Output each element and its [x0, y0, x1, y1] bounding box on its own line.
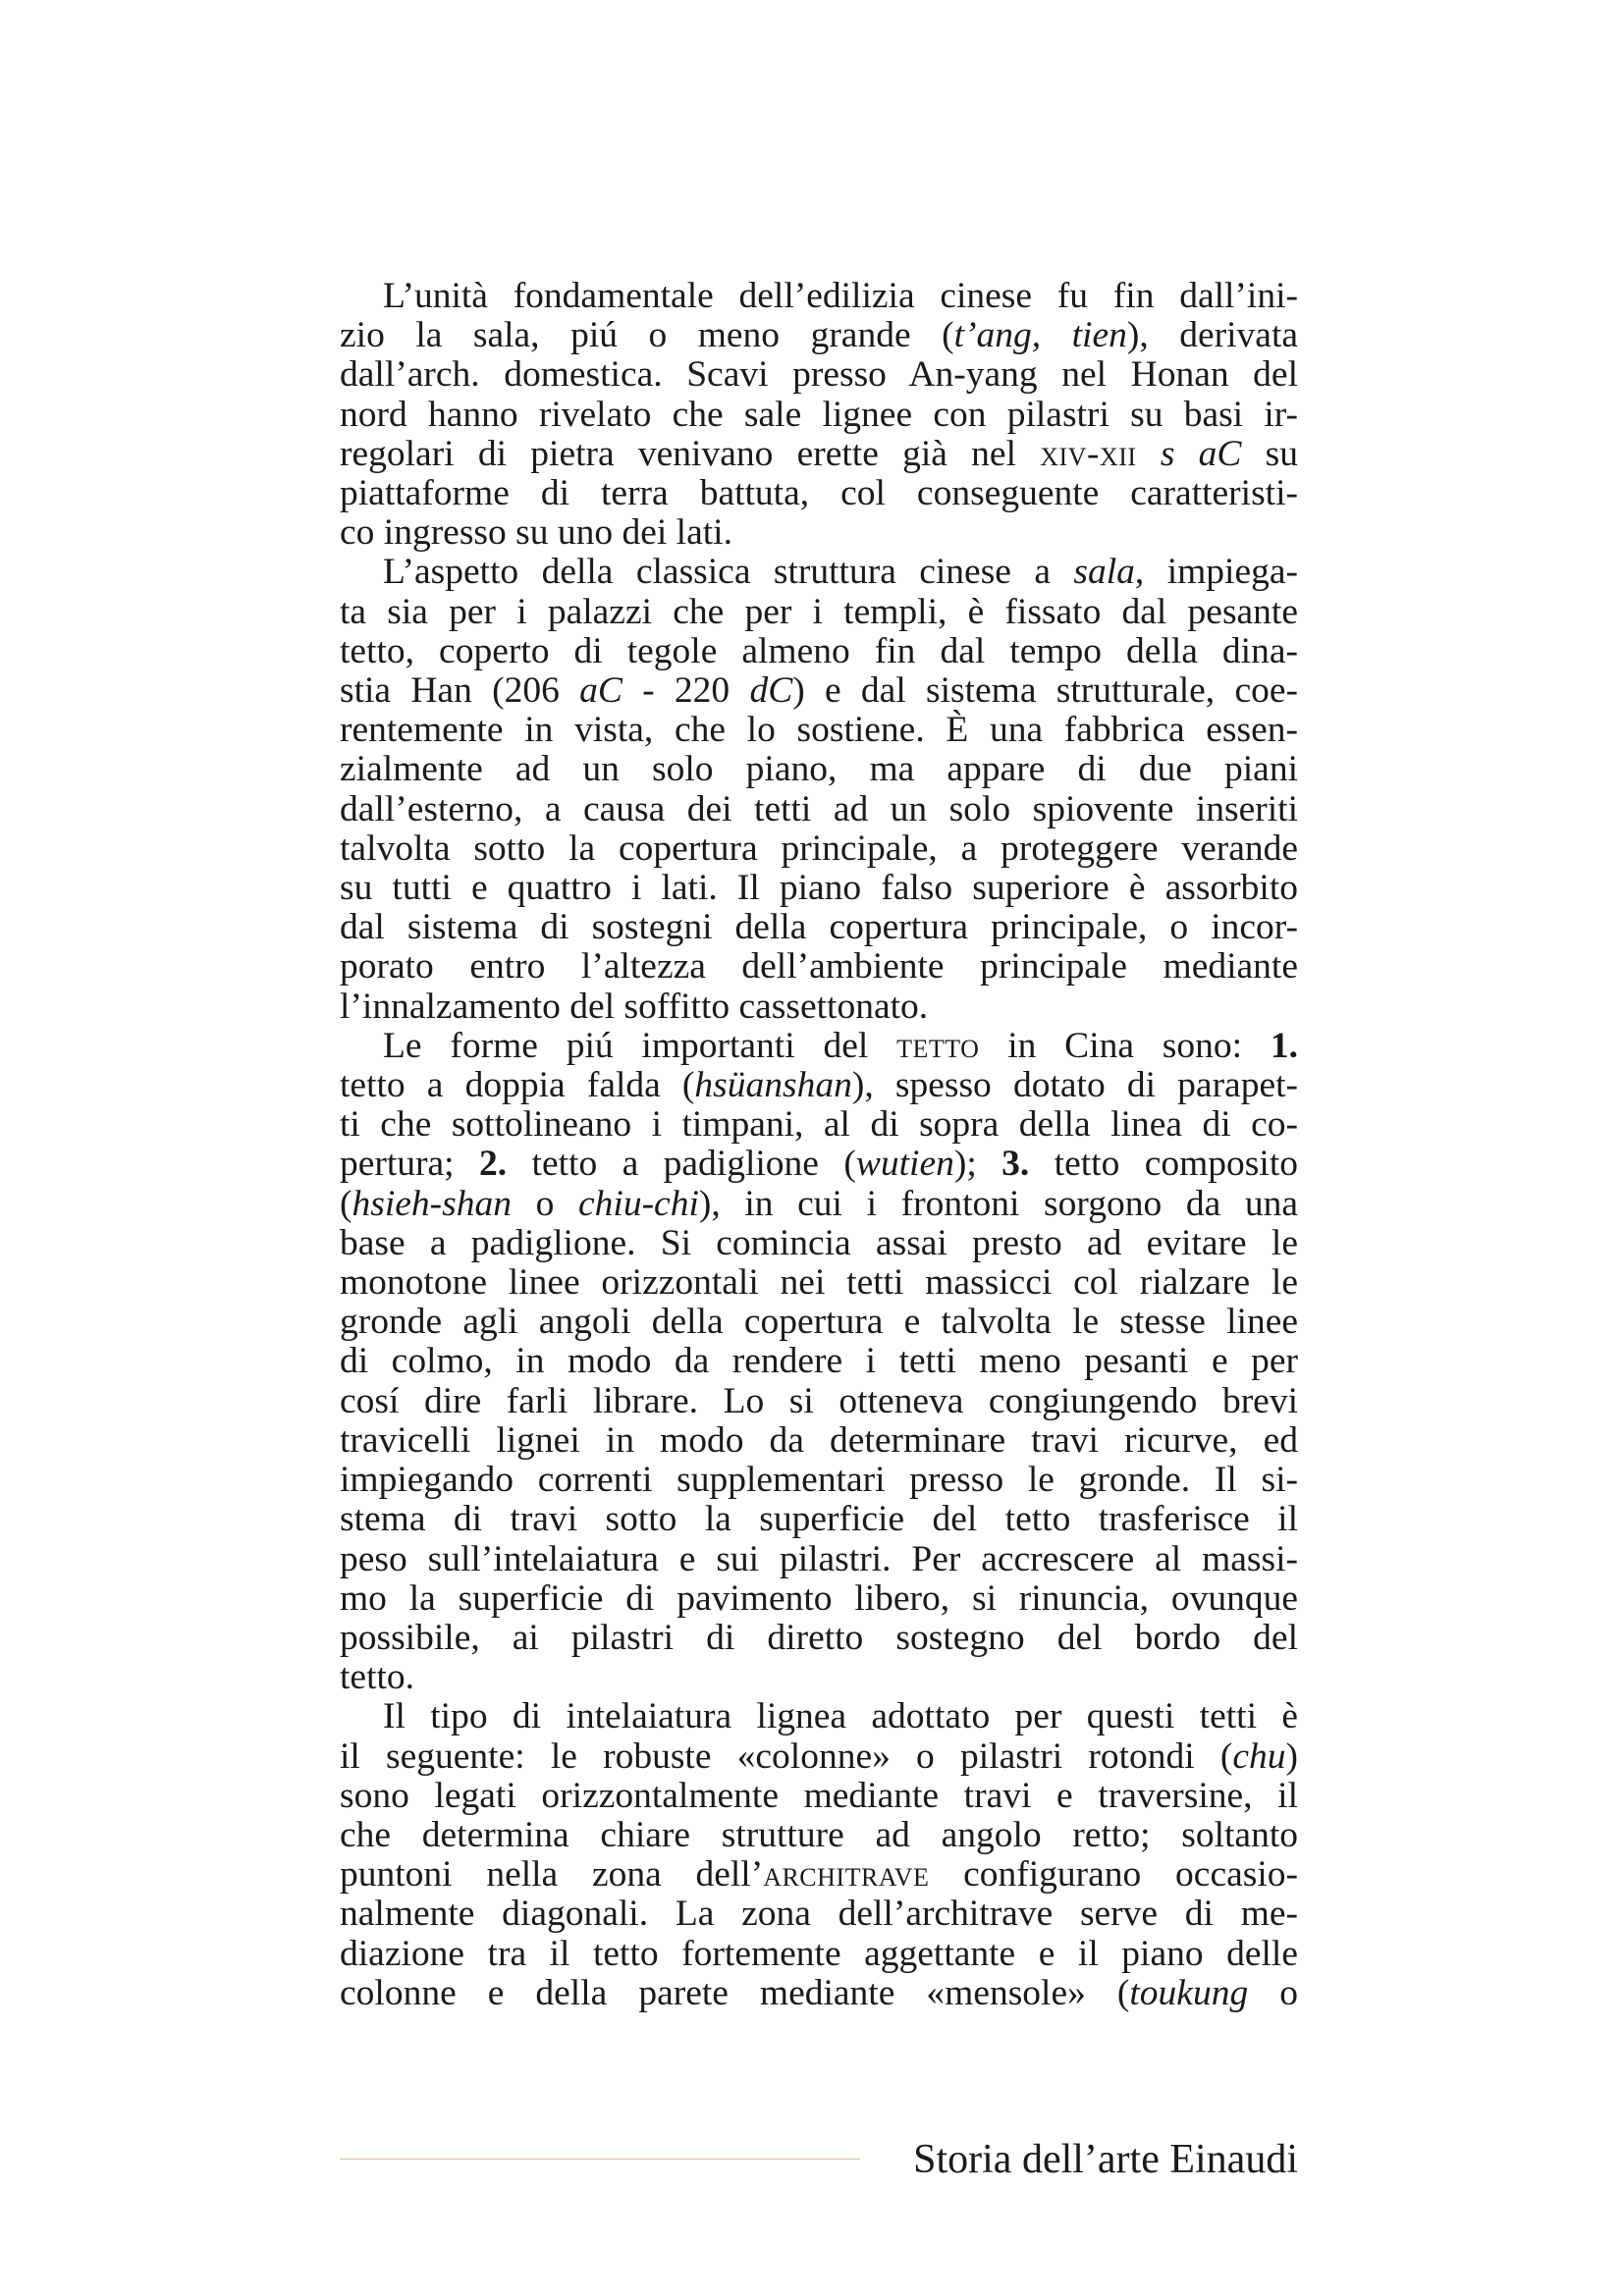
text-run: ) e dal sistema strutturale, coe-: [792, 670, 1298, 712]
text-line: [340, 396, 1298, 435]
text-line: [340, 1500, 1298, 1539]
bold-number: 1.: [1270, 1025, 1298, 1066]
text-line: [340, 1816, 1298, 1855]
small-caps-term: tetto: [896, 1025, 980, 1066]
text-run: che determina chiare strutture ad angolo retto; soltanto: [340, 1814, 1298, 1855]
text-run: l’innalzamento del soffitto cassettonato.: [340, 986, 929, 1027]
italic-term: s aC: [1160, 433, 1242, 474]
text-line: [340, 1658, 1298, 1697]
text-run: peso sull’intelaiatura e sui pilastri. Per accrescere al massi-: [340, 1538, 1298, 1579]
text-line: [340, 593, 1298, 632]
italic-term: t’ang, tien: [953, 315, 1127, 356]
italic-term: chu: [1232, 1735, 1286, 1777]
text-line: [340, 947, 1298, 987]
text-line: [340, 908, 1298, 947]
text-line: [340, 671, 1298, 711]
italic-term: hsieh-shan: [352, 1183, 512, 1224]
text-line: [340, 1737, 1298, 1777]
text-line: [340, 829, 1298, 869]
text-run: tetto a doppia falda (: [340, 1065, 695, 1106]
text-run: stema di travi sotto la superficie del tetto trasferisce il: [340, 1499, 1298, 1540]
text-line: [340, 1263, 1298, 1303]
text-line: [340, 474, 1298, 513]
text-run: tetto a padiglione (: [507, 1144, 856, 1185]
text-line: [340, 1342, 1298, 1381]
text-run: zio la sala, piú o meno grande (: [340, 315, 954, 356]
text-run: puntoni nella zona dell’: [340, 1854, 764, 1896]
text-run: sono legati orizzontalmente mediante travi e traversine, il: [340, 1775, 1298, 1816]
footer-publisher-label: Storia dell’arte Einaudi: [913, 2137, 1298, 2182]
text-run: o: [512, 1183, 578, 1224]
text-line: [340, 711, 1298, 750]
text-run: mo la superficie di pavimento libero, si rinuncia, ovunque: [340, 1577, 1298, 1619]
bold-number: 3.: [1001, 1144, 1030, 1185]
text-line: [340, 1777, 1298, 1816]
text-line: [340, 1027, 1298, 1066]
italic-term: wutien: [855, 1144, 954, 1185]
text-run: tetto.: [340, 1657, 415, 1698]
text-run: base a padiglione. Si comincia assai presto ad evitare le: [340, 1222, 1298, 1263]
text-run: stia Han (206: [340, 670, 580, 712]
text-run: colonne e della parete mediante «mensole» (: [340, 1972, 1130, 2013]
text-run: impiegando correnti supplementari presso le gronde. Il si-: [340, 1460, 1298, 1501]
bold-number: 2.: [479, 1144, 508, 1185]
small-caps-term: xiv-xii: [1040, 433, 1137, 474]
text-run: configurano occasio-: [929, 1854, 1298, 1896]
text-line: [340, 1974, 1298, 2013]
italic-term: hsüanshan: [694, 1065, 852, 1106]
text-run: o: [1248, 1972, 1298, 2013]
text-run: talvolta sotto la copertura principale, a proteggere verande: [340, 828, 1298, 869]
paragraph: [340, 1697, 1298, 2013]
text-line: [340, 1855, 1298, 1895]
text-line: [340, 1619, 1298, 1658]
text-line: [340, 1105, 1298, 1145]
text-run: porato entro l’altezza dell’ambiente principale mediante: [340, 946, 1298, 988]
text-run: nalmente diagonali. La zona dell’architrave serve di me-: [340, 1894, 1298, 1935]
text-run: [1137, 434, 1161, 474]
text-line: [340, 1461, 1298, 1500]
paragraph: [340, 1027, 1298, 1697]
text-run: il seguente: le robuste «colonne» o pilastri rotondi (: [340, 1735, 1233, 1777]
text-run: ta sia per i palazzi che per i templi, è fissato dal pesante: [340, 591, 1298, 632]
text-line: [340, 1935, 1298, 1974]
italic-term: dC: [749, 670, 793, 712]
italic-term: aC: [579, 670, 622, 712]
text-run: di colmo, in modo da rendere i tetti meno pesanti e per: [340, 1341, 1298, 1382]
text-line: [340, 1185, 1298, 1224]
body-text: [340, 277, 1298, 2013]
text-run: (: [340, 1183, 352, 1224]
paragraph: [340, 553, 1298, 1026]
text-run: pertura;: [340, 1144, 480, 1185]
text-line: [340, 869, 1298, 908]
text-run: in Cina sono:: [979, 1025, 1271, 1066]
text-run: ), derivata: [1126, 315, 1299, 356]
text-run: cosí dire farli librare. Lo si otteneva congiungendo brevi: [340, 1380, 1298, 1421]
text-run: ), in cui i frontoni sorgono da una: [698, 1183, 1298, 1224]
text-line: [340, 277, 1298, 316]
text-run: regolari di pietra venivano erette già nel: [340, 433, 1041, 474]
text-run: nord hanno rivelato che sale lignee con pilastri su basi ir-: [340, 394, 1298, 435]
text-run: rentemente in vista, che lo sostiene. È una fabbrica essen-: [340, 710, 1298, 751]
text-run: dall’arch. domestica. Scavi presso An-yang nel Honan del: [340, 354, 1298, 396]
text-line: [340, 1697, 1298, 1736]
text-run: );: [953, 1144, 1002, 1185]
text-line: [340, 1303, 1298, 1342]
text-line: [340, 1421, 1298, 1461]
text-line: [340, 513, 1298, 553]
text-line: [340, 1540, 1298, 1579]
text-line: [340, 1224, 1298, 1263]
text-line: [340, 553, 1298, 592]
text-line: [340, 1579, 1298, 1619]
text-run: ti che sottolineano i timpani, al di sopra della linea di co-: [340, 1104, 1298, 1146]
text-run: piattaforme di terra battuta, col conseguente caratteristi-: [340, 473, 1298, 514]
text-line: [340, 1066, 1298, 1105]
text-line: [340, 750, 1298, 789]
text-line: [340, 790, 1298, 829]
italic-term: sala: [1073, 552, 1135, 593]
text-run: - 220: [622, 670, 750, 712]
text-run: ): [1285, 1735, 1298, 1777]
text-line: [340, 435, 1298, 474]
text-run: diazione tra il tetto fortemente aggettante e il piano delle: [340, 1933, 1298, 1974]
text-run: su: [1241, 433, 1299, 474]
text-run: gronde agli angoli della copertura e talvolta le stesse linee: [340, 1302, 1298, 1343]
small-caps-term: architrave: [763, 1854, 930, 1896]
text-line: [340, 988, 1298, 1027]
italic-term: chiu-chi: [578, 1183, 699, 1224]
text-run: travicelli lignei in modo da determinare travi ricurve, ed: [340, 1419, 1298, 1461]
text-line: [340, 1895, 1298, 1934]
page-footer: [340, 2138, 1298, 2181]
text-line: [340, 316, 1298, 355]
text-run: L’unità fondamentale dell’edilizia cinese fu fin dall’ini-: [383, 276, 1298, 316]
footer-rule: [340, 2159, 860, 2160]
text-run: , impiega-: [1134, 552, 1298, 593]
text-run: su tutti e quattro i lati. Il piano falso superiore è assorbito: [340, 868, 1298, 909]
italic-term: toukung: [1129, 1972, 1249, 2013]
text-run: tetto, coperto di tegole almeno fin dal tempo della dina-: [340, 630, 1298, 671]
text-run: monotone linee orizzontali nei tetti massicci col rialzare le: [340, 1262, 1298, 1304]
text-line: [340, 355, 1298, 395]
text-run: Il tipo di intelaiatura lignea adottato per questi tetti è: [383, 1696, 1298, 1737]
text-run: zialmente ad un solo piano, ma appare di due piani: [340, 749, 1298, 790]
text-run: possibile, ai pilastri di diretto sostegno del bordo del: [340, 1617, 1298, 1658]
text-run: dal sistema di sostegni della copertura principale, o incor-: [340, 907, 1298, 948]
text-run: Le forme piú importanti del: [383, 1025, 897, 1066]
text-run: L’aspetto della classica struttura cinese a: [383, 552, 1074, 593]
text-line: [340, 1145, 1298, 1184]
text-line: [340, 1382, 1298, 1421]
text-run: tetto composito: [1029, 1144, 1298, 1185]
text-run: dall’esterno, a causa dei tetti ad un solo spiovente inseriti: [340, 788, 1298, 829]
text-run: co ingresso su uno dei lati.: [340, 512, 732, 554]
paragraph: [340, 277, 1298, 553]
text-line: [340, 632, 1298, 671]
text-run: ), spesso dotato di parapet-: [851, 1065, 1298, 1106]
